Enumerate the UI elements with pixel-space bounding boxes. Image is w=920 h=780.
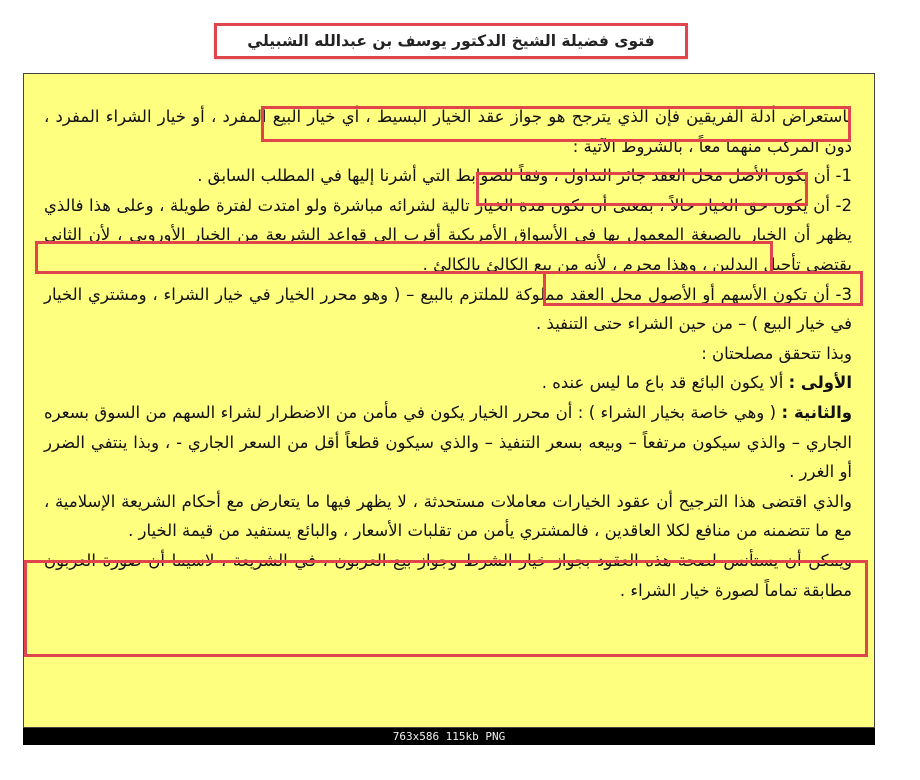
fatwa-text <box>44 102 852 605</box>
paragraph-first-benefit <box>44 368 852 398</box>
paragraph-intro: باستعراض أدلة الفريقين فإن الذي يترجح هو جواز عقد الخيار البسيط ، أي خيار البيع المفرد ، أو خيار الشراء المفرد ، دون المركب منهما معاً ، بالشروط الآتية : <box>44 107 852 156</box>
image-status-bar <box>23 728 875 745</box>
paragraph-benefits: وبذا تتحقق مصلحتان : <box>701 343 852 363</box>
paragraph-condition-3: 3- أن تكون الأسهم أو الأصول محل العقد مملوكة للملتزم بالبيع – ( وهو محرر الخيار في خيار الشراء ، ومشتري الخيار في خيار البيع ) – من حين الشراء حتى التنفيذ . <box>44 284 852 334</box>
document-title: فتوى فضيلة الشيخ الدكتور يوسف بن عبدالله الشبيلي <box>247 32 655 50</box>
paragraph-evidence: ويمكن أن يستأنس لصحة هذه العقود بجواز خيار الشرط وجواز بيع العربون ، في الشريعة ، لاسيما أن صورة العربون مطابقة تماماً لصورة خيار الشراء . <box>44 550 852 600</box>
paragraph-condition-1: 1- أن يكون الأصل محل العقد جائز التداول ، وفقاً للضوابط التي أشرنا إليها في المطلب السابق . <box>197 166 852 186</box>
image-info: 763x586 115kb PNG <box>392 730 506 743</box>
paragraph-condition-2: 2- أن يكون حق الخيار حالاً ، بمعنى أن تكون مدة الخيار تالية لشرائه مباشرة ولو امتدت لفترة طويلة ، وعلى هذا فالذي يظهر أن الخيار بالصيغة المعمول بها في الأسواق الأمريكية أقرب إلى قواعد الشريعة من الخيار الأوروبي ، لأن الثاني يقتضي تأجيل البدلين ، وهذا محرم ، لأنه من بيع الكالئ بالكالئ . <box>44 195 852 274</box>
second-label: والثانية : <box>781 402 852 422</box>
document-image <box>23 73 875 728</box>
paragraph-reason: والذي اقتضى هذا الترجيح أن عقود الخيارات معاملات مستحدثة ، لا يظهر فيها ما يتعارض مع أحكام الشريعة الإسلامية ، مع ما تتضمنه من منافع لكلا العاقدين ، فالمشتري يأمن من تقلبات الأسعار ، والبائع يستفيد من قيمة الخيار . <box>44 491 852 541</box>
first-label: الأولى : <box>788 373 852 393</box>
second-text: ( وهي خاصة بخيار الشراء ) : أن محرر الخيار يكون في مأمن من الاضطرار لشراء السهم من السوق بسعره الجاري – والذي سيكون مرتفعاً – وبيعه بسعر التنفيذ – والذي سيكون قطعاً أقل من السعر الجاري - ، وبذا ينتفي الضرر أو الغرر . <box>44 402 852 482</box>
first-text: ألا يكون البائع قد باع ما ليس عنده . <box>541 373 784 393</box>
document-title-box <box>214 23 688 59</box>
paragraph-second-benefit <box>44 398 852 487</box>
